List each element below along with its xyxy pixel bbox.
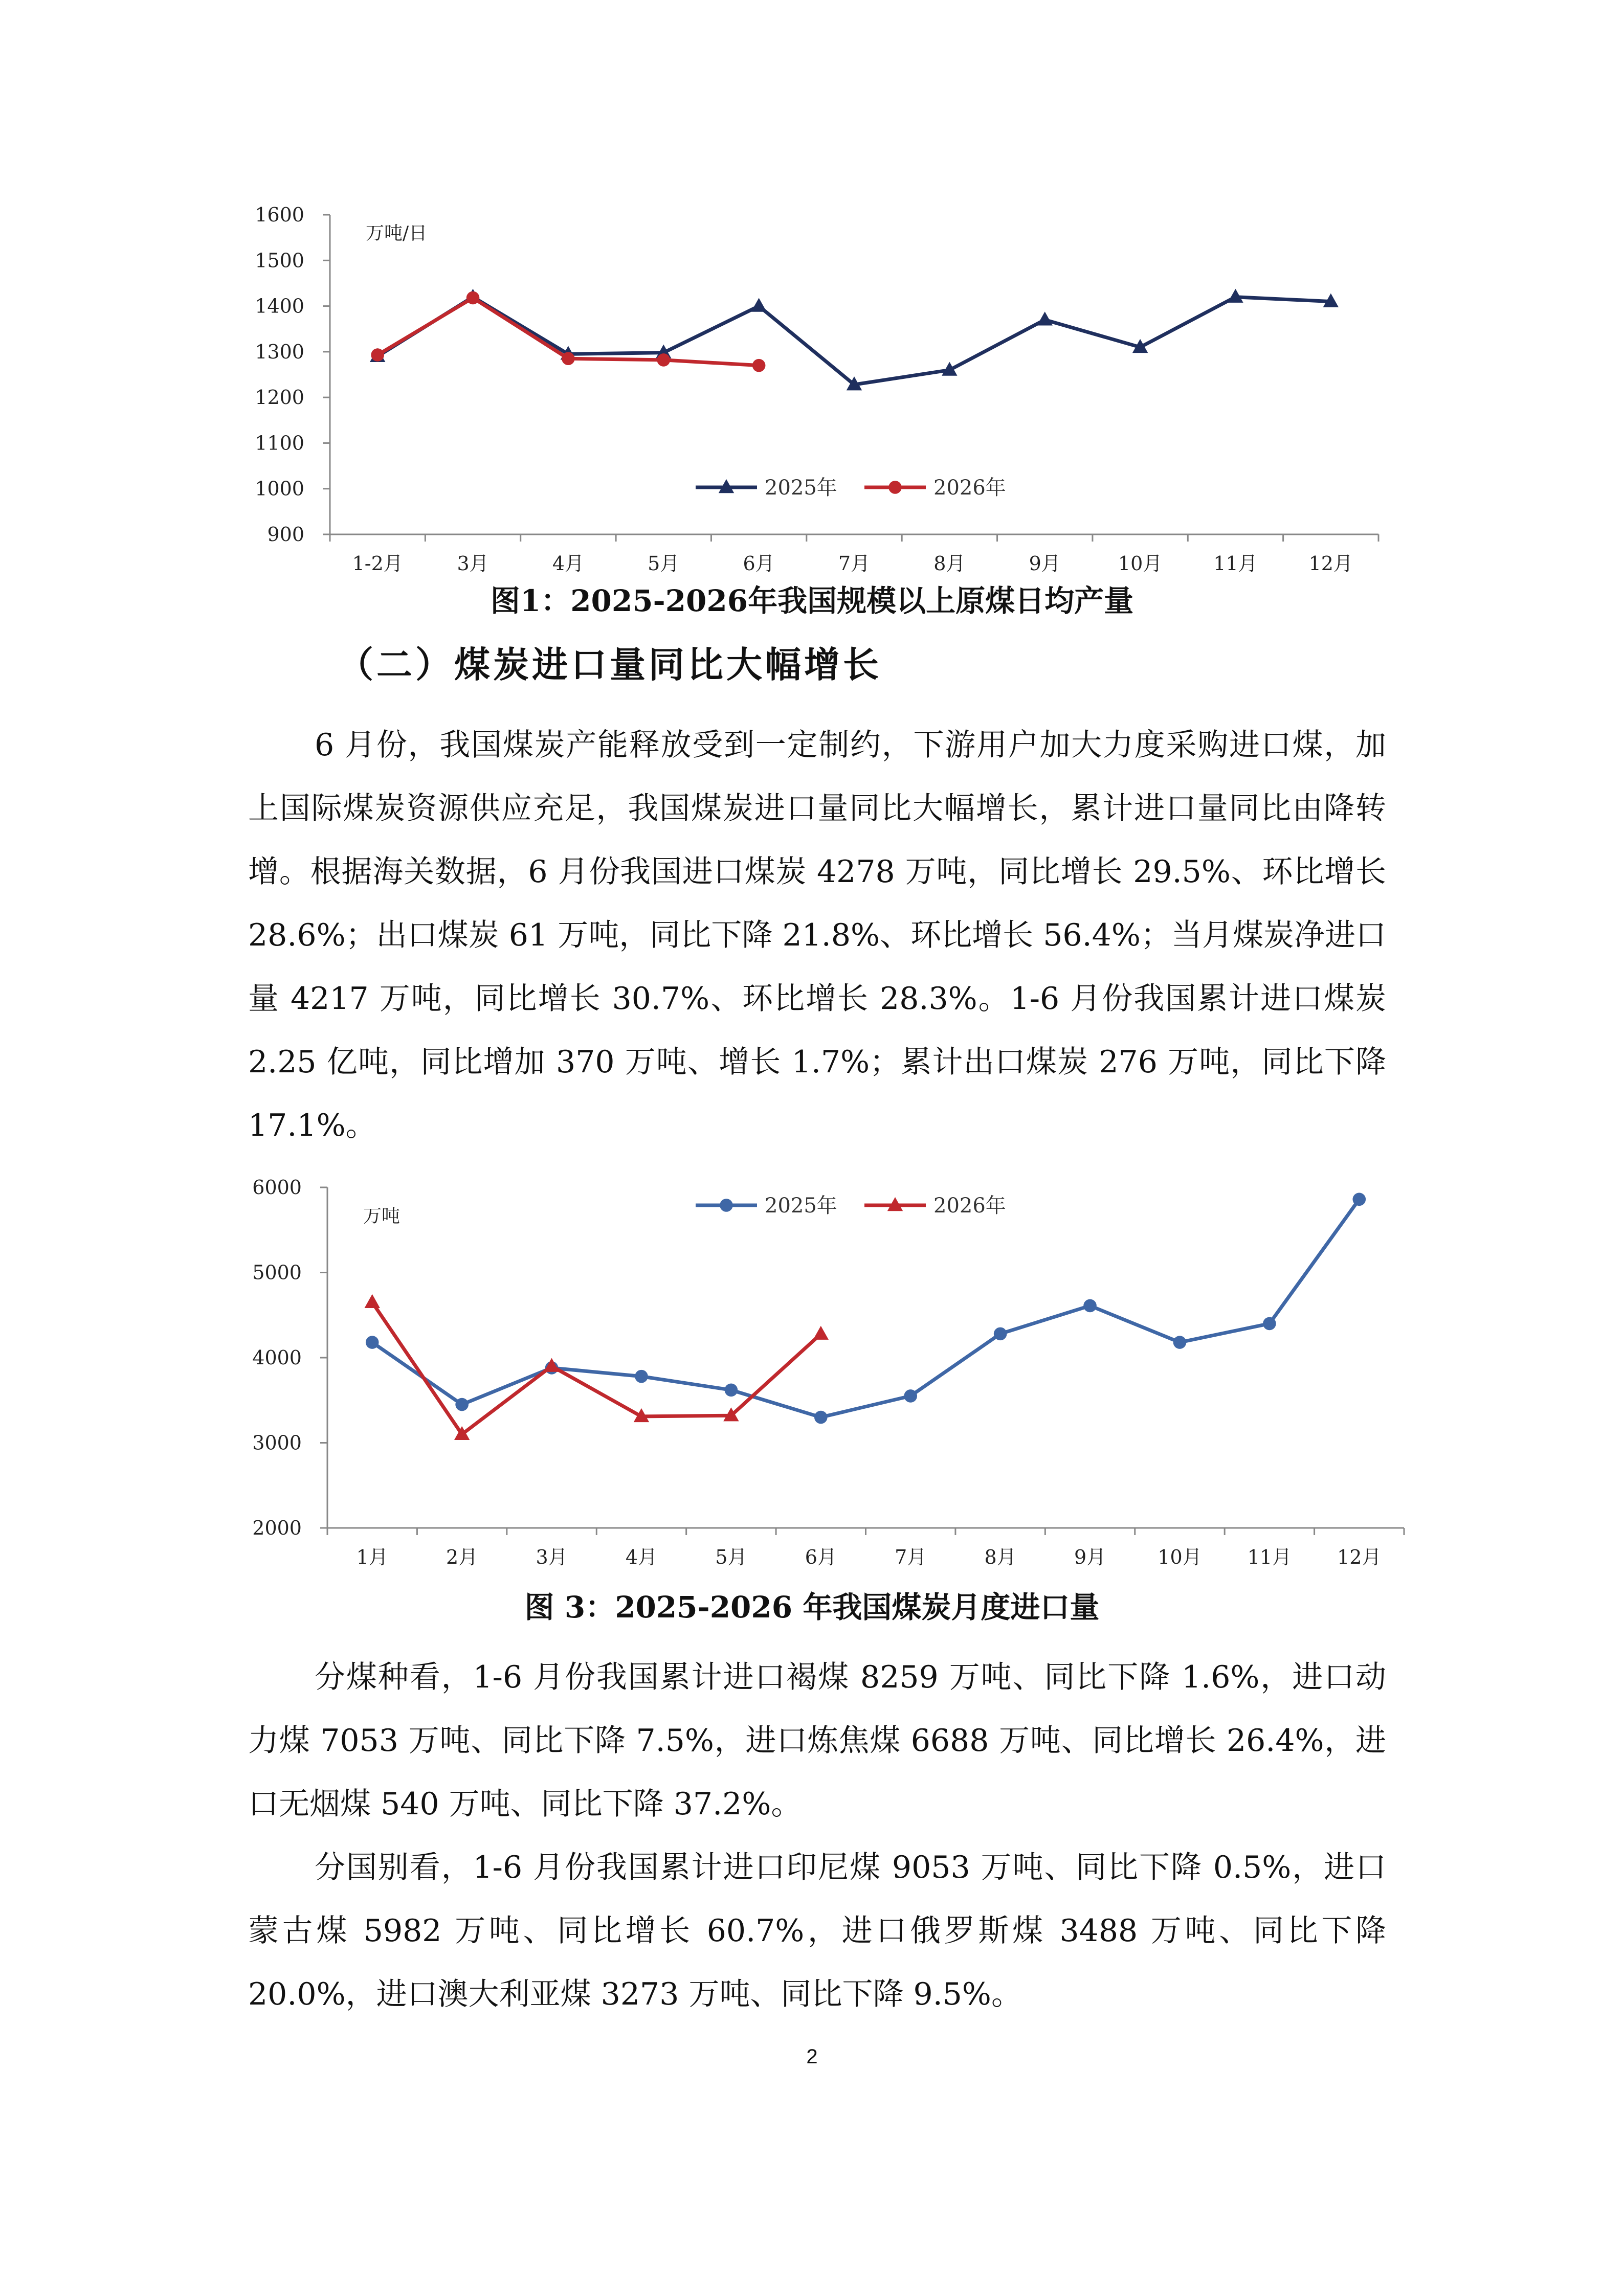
chart1-data-point bbox=[657, 353, 670, 367]
chart1-data-point bbox=[466, 291, 480, 305]
chart1-x-tick-label: 6月 bbox=[743, 552, 775, 575]
chart1-unit-label: 万吨/日 bbox=[366, 223, 428, 244]
figure3-chart bbox=[0, 1166, 1624, 1575]
chart1-legend-label: 2026年 bbox=[933, 476, 1006, 500]
chart2-x-tick-label: 9月 bbox=[1074, 1546, 1106, 1568]
chart2-series-line bbox=[372, 1199, 1360, 1417]
chart1-data-point bbox=[751, 298, 766, 312]
chart2-data-point bbox=[1352, 1193, 1366, 1206]
chart2-y-tick-label: 5000 bbox=[252, 1261, 302, 1284]
chart2-x-tick-label: 8月 bbox=[984, 1546, 1016, 1568]
figure1-caption: 图1：2025-2026年我国规模以上原煤日均产量 bbox=[490, 583, 1134, 618]
chart2-x-tick-label: 12月 bbox=[1337, 1546, 1382, 1568]
chart2-data-point bbox=[1083, 1299, 1097, 1313]
section-title: （二）煤炭进口量同比大幅增长 bbox=[338, 644, 882, 686]
paragraph-countries: 分国别看，1-6 月份我国累计进口印尼煤 9053 万吨、同比下降 0.5%，进口蒙古煤 5982 万吨、同比增长 60.7%，进口俄罗斯煤 3488 万吨、同比下降 20.0%，进口澳大利亚煤 3273 万吨、同比下降 9.5%。 bbox=[248, 1850, 1386, 2012]
chart2-x-tick-label: 10月 bbox=[1158, 1546, 1202, 1568]
chart2-x-tick-label: 11月 bbox=[1247, 1546, 1292, 1568]
chart1-x-tick-label: 11月 bbox=[1213, 552, 1258, 575]
chart2-data-point bbox=[814, 1411, 828, 1424]
chart2-y-tick-label: 3000 bbox=[252, 1431, 302, 1454]
chart2-x-tick-label: 4月 bbox=[625, 1546, 658, 1568]
chart2-legend-label: 2025年 bbox=[765, 1194, 837, 1218]
chart2-data-point bbox=[1263, 1317, 1276, 1331]
chart1-data-point bbox=[1037, 311, 1053, 325]
paragraph-coal-types: 分煤种看，1-6 月份我国累计进口褐煤 8259 万吨、同比下降 1.6%，进口动力煤 7053 万吨、同比下降 7.5%，进口炼焦煤 6688 万吨、同比增长 26.4%，进口无烟煤 540 万吨、同比下降 37.2%。 bbox=[248, 1659, 1386, 1822]
chart2-data-point bbox=[365, 1294, 380, 1308]
chart2-y-tick-label: 4000 bbox=[252, 1346, 302, 1369]
chart2-x-tick-label: 2月 bbox=[446, 1546, 478, 1568]
chart1-x-tick-label: 7月 bbox=[838, 552, 871, 575]
chart2-y-tick-label: 6000 bbox=[252, 1176, 302, 1199]
chart2-x-tick-label: 5月 bbox=[715, 1546, 747, 1568]
chart2-data-point bbox=[455, 1398, 469, 1411]
chart1-y-tick-label: 1500 bbox=[255, 249, 304, 272]
chart1-legend-label: 2025年 bbox=[765, 476, 837, 500]
chart2-data-point bbox=[635, 1370, 648, 1383]
chart1-y-tick-label: 1600 bbox=[255, 204, 304, 226]
chart2-data-point bbox=[904, 1389, 917, 1403]
chart1-x-tick-label: 5月 bbox=[648, 552, 680, 575]
chart1-x-tick-label: 9月 bbox=[1029, 552, 1061, 575]
chart2-x-tick-label: 3月 bbox=[536, 1546, 568, 1568]
chart2-series-line bbox=[372, 1302, 821, 1434]
chart2-data-point bbox=[1173, 1336, 1187, 1349]
figure3-caption: 图 3：2025-2026 年我国煤炭月度进口量 bbox=[524, 1590, 1100, 1625]
chart2-x-tick-label: 6月 bbox=[805, 1546, 837, 1568]
chart1-x-tick-label: 12月 bbox=[1308, 552, 1353, 575]
chart1-y-tick-label: 900 bbox=[267, 523, 304, 546]
chart2-legend-label: 2026年 bbox=[933, 1194, 1006, 1218]
page-number: 2 bbox=[806, 2045, 818, 2068]
chart1-data-point bbox=[371, 348, 384, 362]
chart1-y-tick-label: 1200 bbox=[255, 386, 304, 409]
paragraph-imports: 6 月份，我国煤炭产能释放受到一定制约，下游用户加大力度采购进口煤，加上国际煤炭资源供应充足，我国煤炭进口量同比大幅增长，累计进口量同比由降转增。根据海关数据，6 月份我国进口煤炭 4278 万吨，同比增长 29.5%、环比增长 28.6%；出口煤炭 61 万吨，同比下降 21.8%、环比增长 56.4%；当月煤炭净进口量 4217 万吨，同比增长 30.7%、环比增长 28.3%。1-6 月份我国累计进口煤炭 2.25 亿吨，同比增加 370 万吨、增长 1.7%；累计出口煤炭 276 万吨，同比下降 17.1%。 bbox=[248, 727, 1386, 1143]
chart1-x-tick-label: 3月 bbox=[457, 552, 489, 575]
chart1-data-point bbox=[752, 359, 766, 372]
chart1-x-tick-label: 8月 bbox=[933, 552, 966, 575]
chart1-y-tick-label: 1100 bbox=[255, 432, 304, 455]
chart1-legend-marker bbox=[888, 481, 902, 494]
chart1-series-line bbox=[377, 297, 1331, 385]
chart2-data-point bbox=[813, 1326, 829, 1340]
chart2-y-tick-label: 2000 bbox=[252, 1517, 302, 1539]
chart1-x-tick-label: 1-2月 bbox=[352, 552, 403, 575]
chart2-data-point bbox=[725, 1383, 738, 1397]
chart2-x-tick-label: 1月 bbox=[356, 1546, 388, 1568]
chart1-y-tick-label: 1400 bbox=[255, 295, 304, 318]
chart1-y-tick-label: 1000 bbox=[255, 477, 304, 500]
chart2-unit-label: 万吨 bbox=[363, 1206, 401, 1227]
chart2-data-point bbox=[994, 1327, 1007, 1341]
chart1-x-tick-label: 4月 bbox=[552, 552, 585, 575]
chart2-x-tick-label: 7月 bbox=[895, 1546, 927, 1568]
figure1-chart bbox=[0, 184, 1624, 583]
chart1-data-point bbox=[562, 352, 575, 365]
chart1-y-tick-label: 1300 bbox=[255, 340, 304, 363]
chart2-data-point bbox=[366, 1336, 379, 1349]
chart2-legend-marker bbox=[720, 1199, 733, 1212]
chart1-x-tick-label: 10月 bbox=[1118, 552, 1163, 575]
